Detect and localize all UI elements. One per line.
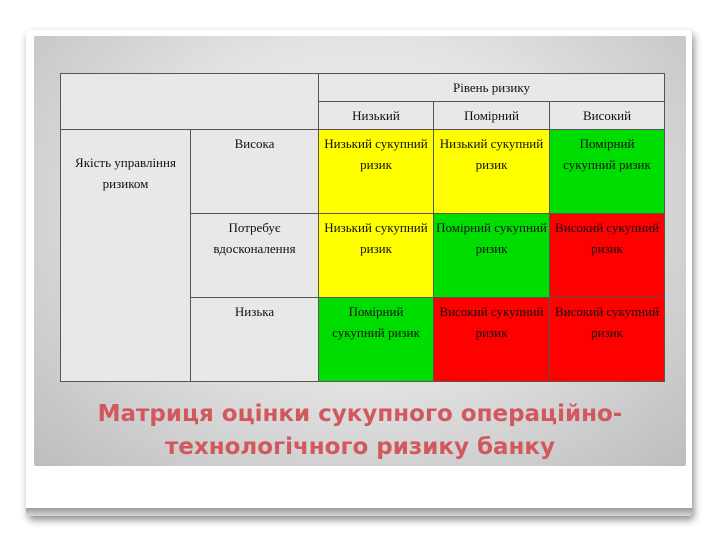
risk-level-header: Рівень ризику (319, 74, 665, 102)
matrix-cell: Низький сукупний ризик (319, 130, 434, 214)
matrix-cell: Низький сукупний ризик (319, 214, 434, 298)
matrix-cell: Низький сукупний ризик (434, 130, 550, 214)
matrix-cell: Високий сукупний ризик (550, 214, 665, 298)
slide-bottom-bar (26, 508, 692, 516)
row-label-low: Низька (191, 298, 319, 382)
risk-matrix-table (60, 73, 665, 382)
row-label-high: Висока (191, 130, 319, 214)
level-moderate-header: Помірний (434, 102, 550, 130)
matrix-cell: Помірний сукупний ризик (434, 214, 550, 298)
row-label-needs-improvement: Потребує вдосконалення (191, 214, 319, 298)
level-high-header: Високий (550, 102, 665, 130)
matrix-cell: Високий сукупний ризик (434, 298, 550, 382)
slide-title: Матриця оцінки сукупного операційно-технологічного ризику банку (97, 401, 623, 460)
empty-corner-cell (61, 74, 319, 130)
matrix-cell: Помірний сукупний ризик (550, 130, 665, 214)
risk-management-quality-label: Якість управління ризиком (61, 130, 191, 382)
matrix-cell: Помірний сукупний ризик (319, 298, 434, 382)
level-low-header: Низький (319, 102, 434, 130)
matrix-cell: Високий сукупний ризик (550, 298, 665, 382)
